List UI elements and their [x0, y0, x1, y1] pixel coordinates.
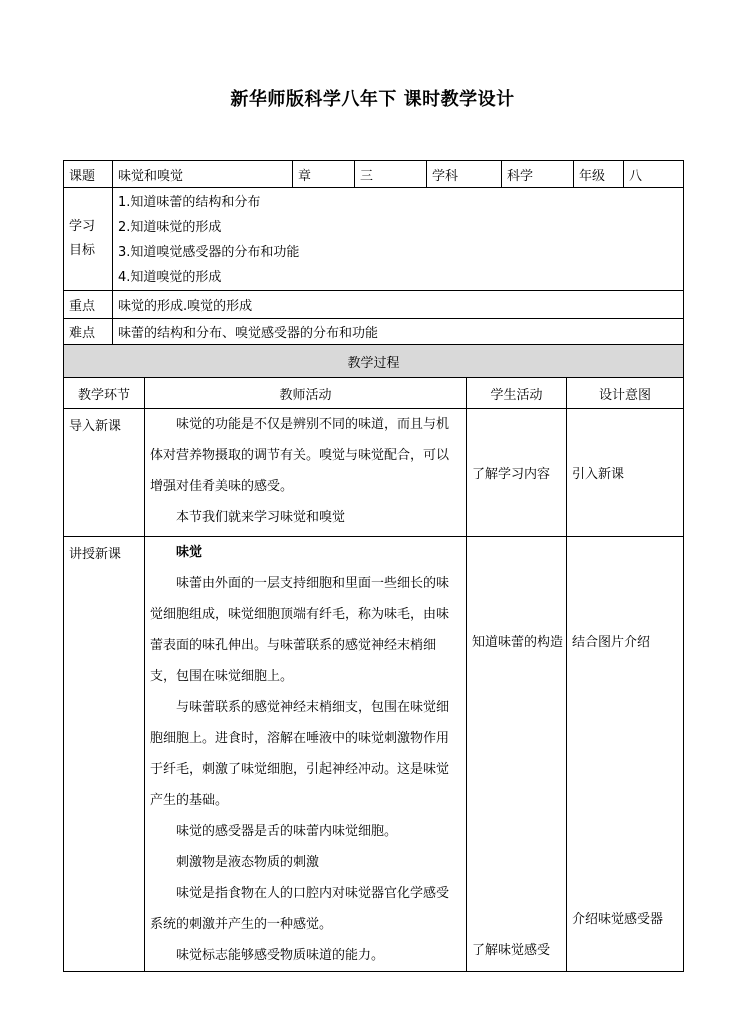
design-intent-item: 结合图片介绍 — [572, 635, 651, 650]
teacher-paragraph: 味蕾由外面的一层支持细胞和里面一些细长的味觉细胞组成，味觉细胞顶端有纤毛，称为味毛，由味蕾表面的味孔伸出。与味蕾联系的感觉神经末梢细支，包围在味觉细胞上。 — [150, 576, 450, 684]
student-activity-item: 了解味觉感受 — [472, 943, 551, 958]
teacher-paragraph: 本节我们就来学习味觉和嗅觉 — [176, 510, 346, 525]
objective-item: 3.知道嗅觉感受器的分布和功能 — [118, 245, 300, 260]
objective-item: 4.知道嗅觉的形成 — [118, 270, 222, 285]
lesson-info-table — [63, 160, 684, 345]
column-header-intent: 设计意图 — [567, 378, 684, 409]
teacher-activity-new-lesson — [145, 537, 467, 972]
subject-label: 学科 — [427, 161, 502, 188]
column-header-student: 学生活动 — [467, 378, 567, 409]
design-intent-item: 介绍味觉感受器 — [572, 912, 664, 927]
chapter-label: 章 — [293, 161, 355, 188]
teacher-paragraph: 味觉的功能是不仅是辨别不同的味道，而且与机体对营养物摄取的调节有关。嗅觉与味觉配合，可以增强对佳肴美味的感受。 — [150, 417, 450, 494]
teacher-paragraph: 味觉是指食物在人的口腔内对味觉器官化学感受系统的刺激并产生的一种感觉。 — [150, 886, 450, 932]
topic-label: 课题 — [64, 161, 113, 188]
teacher-paragraph: 与味蕾联系的感觉神经末梢细支，包围在味觉细胞细胞上。进食时，溶解在唾液中的味觉刺激物作用于纤毛，刺激了味觉细胞，引起神经冲动。这是味觉产生的基础。 — [150, 700, 450, 808]
column-header-stage: 教学环节 — [64, 378, 145, 409]
topic-value: 味觉和嗅觉 — [113, 161, 293, 188]
chapter-value: 三 — [355, 161, 427, 188]
teacher-paragraph: 味觉的感受器是舌的味蕾内味觉细胞。 — [176, 824, 398, 839]
objectives-label — [64, 188, 113, 291]
key-point-value: 味觉的形成.嗅觉的形成 — [113, 291, 684, 319]
design-intent-new-lesson — [567, 537, 684, 972]
design-intent-intro: 引入新课 — [567, 409, 684, 537]
student-activity-new-lesson — [467, 537, 567, 972]
page-title: 新华师版科学八年下 课时教学设计 — [230, 89, 515, 110]
objectives-list — [113, 188, 684, 291]
stage-new-lesson: 讲授新课 — [64, 537, 145, 972]
objective-item: 2.知道味觉的形成 — [118, 220, 222, 235]
teacher-paragraph: 味觉标志能够感受物质味道的能力。 — [176, 948, 385, 963]
objectives-label-line2: 目标 — [69, 243, 96, 258]
grade-label: 年级 — [574, 161, 624, 188]
difficulty-label: 难点 — [64, 319, 113, 345]
teaching-process-table — [63, 344, 684, 972]
teacher-activity-intro — [145, 409, 467, 537]
objective-item: 1.知道味蕾的结构和分布 — [118, 195, 261, 210]
student-activity-intro: 了解学习内容 — [467, 409, 567, 537]
objectives-label-line1: 学习 — [69, 219, 96, 234]
process-header: 教学过程 — [64, 345, 684, 378]
subject-value: 科学 — [502, 161, 574, 188]
stage-intro: 导入新课 — [64, 409, 145, 537]
difficulty-value: 味蕾的结构和分布、嗅觉感受器的分布和功能 — [113, 319, 684, 345]
teacher-heading: 味觉 — [176, 545, 203, 560]
teacher-paragraph: 刺激物是液态物质的刺激 — [176, 855, 320, 870]
column-header-teacher: 教师活动 — [145, 378, 467, 409]
key-point-label: 重点 — [64, 291, 113, 319]
student-activity-item: 知道味蕾的构造 — [472, 635, 564, 650]
grade-value: 八 — [624, 161, 684, 188]
